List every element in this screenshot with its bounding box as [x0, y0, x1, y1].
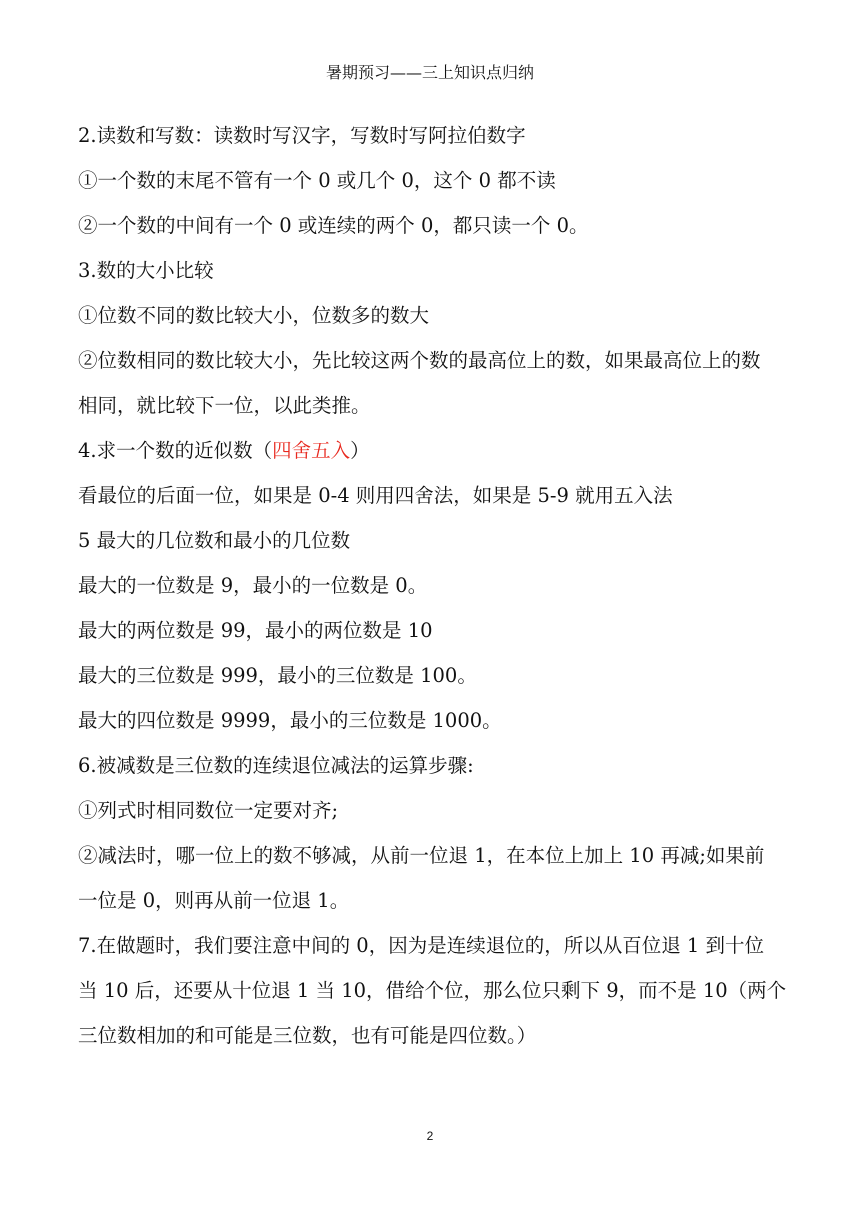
section-heading: 3.数的大小比较 [78, 259, 214, 282]
text-line: 最大的四位数是 9999，最小的三位数是 1000。 [78, 709, 502, 732]
text-line: ②减法时，哪一位上的数不够减，从前一位退 1，在本位上加上 10 再减;如果前 [78, 844, 765, 867]
section-heading: 6.被减数是三位数的连续退位减法的运算步骤: [78, 754, 474, 777]
page-number: 2 [426, 1129, 434, 1143]
text-line: 一位是 0，则再从前一位退 1。 [78, 889, 350, 912]
text-line: ①位数不同的数比较大小，位数多的数大 [78, 304, 430, 327]
text-line: 看最位的后面一位，如果是 0-4 则用四舍法，如果是 5-9 就用五入法 [78, 484, 673, 507]
section-heading: 7.在做题时，我们要注意中间的 0，因为是连续退位的，所以从百位退 1 到十位 [78, 934, 765, 957]
text-line: ②一个数的中间有一个 0 或连续的两个 0，都只读一个 0。 [78, 214, 589, 237]
text-line: 最大的两位数是 99，最小的两位数是 10 [78, 619, 433, 642]
section-heading: 5 最大的几位数和最小的几位数 [78, 529, 351, 552]
text-line: ①一个数的末尾不管有一个 0 或几个 0，这个 0 都不读 [78, 169, 556, 192]
text-line: ②位数相同的数比较大小，先比较这两个数的最高位上的数，如果最高位上的数 [78, 349, 761, 372]
text-line: ①列式时相同数位一定要对齐; [78, 799, 339, 822]
text-line: 当 10 后，还要从十位退 1 当 10，借给个位，那么位只剩下 9，而不是 10（两个 [78, 979, 787, 1002]
text-line: 最大的一位数是 9，最小的一位数是 0。 [78, 574, 428, 597]
document-body [78, 113, 790, 1058]
page-header: 暑期预习——三上知识点归纳 [325, 63, 534, 82]
text-line: 三位数相加的和可能是三位数，也有可能是四位数。） [78, 1024, 537, 1047]
heading-text: 4.求一个数的近似数（ [78, 439, 273, 462]
text-line: 最大的三位数是 999，最小的三位数是 100。 [78, 664, 477, 687]
text-line: 2.读数和写数：读数时写汉字，写数时写阿拉伯数字 [78, 124, 526, 147]
text-line: 相同，就比较下一位，以此类推。 [78, 394, 371, 417]
highlighted-term: 四舍五入 [272, 439, 351, 462]
heading-text-end: ） [350, 439, 370, 462]
section-heading [78, 428, 790, 473]
